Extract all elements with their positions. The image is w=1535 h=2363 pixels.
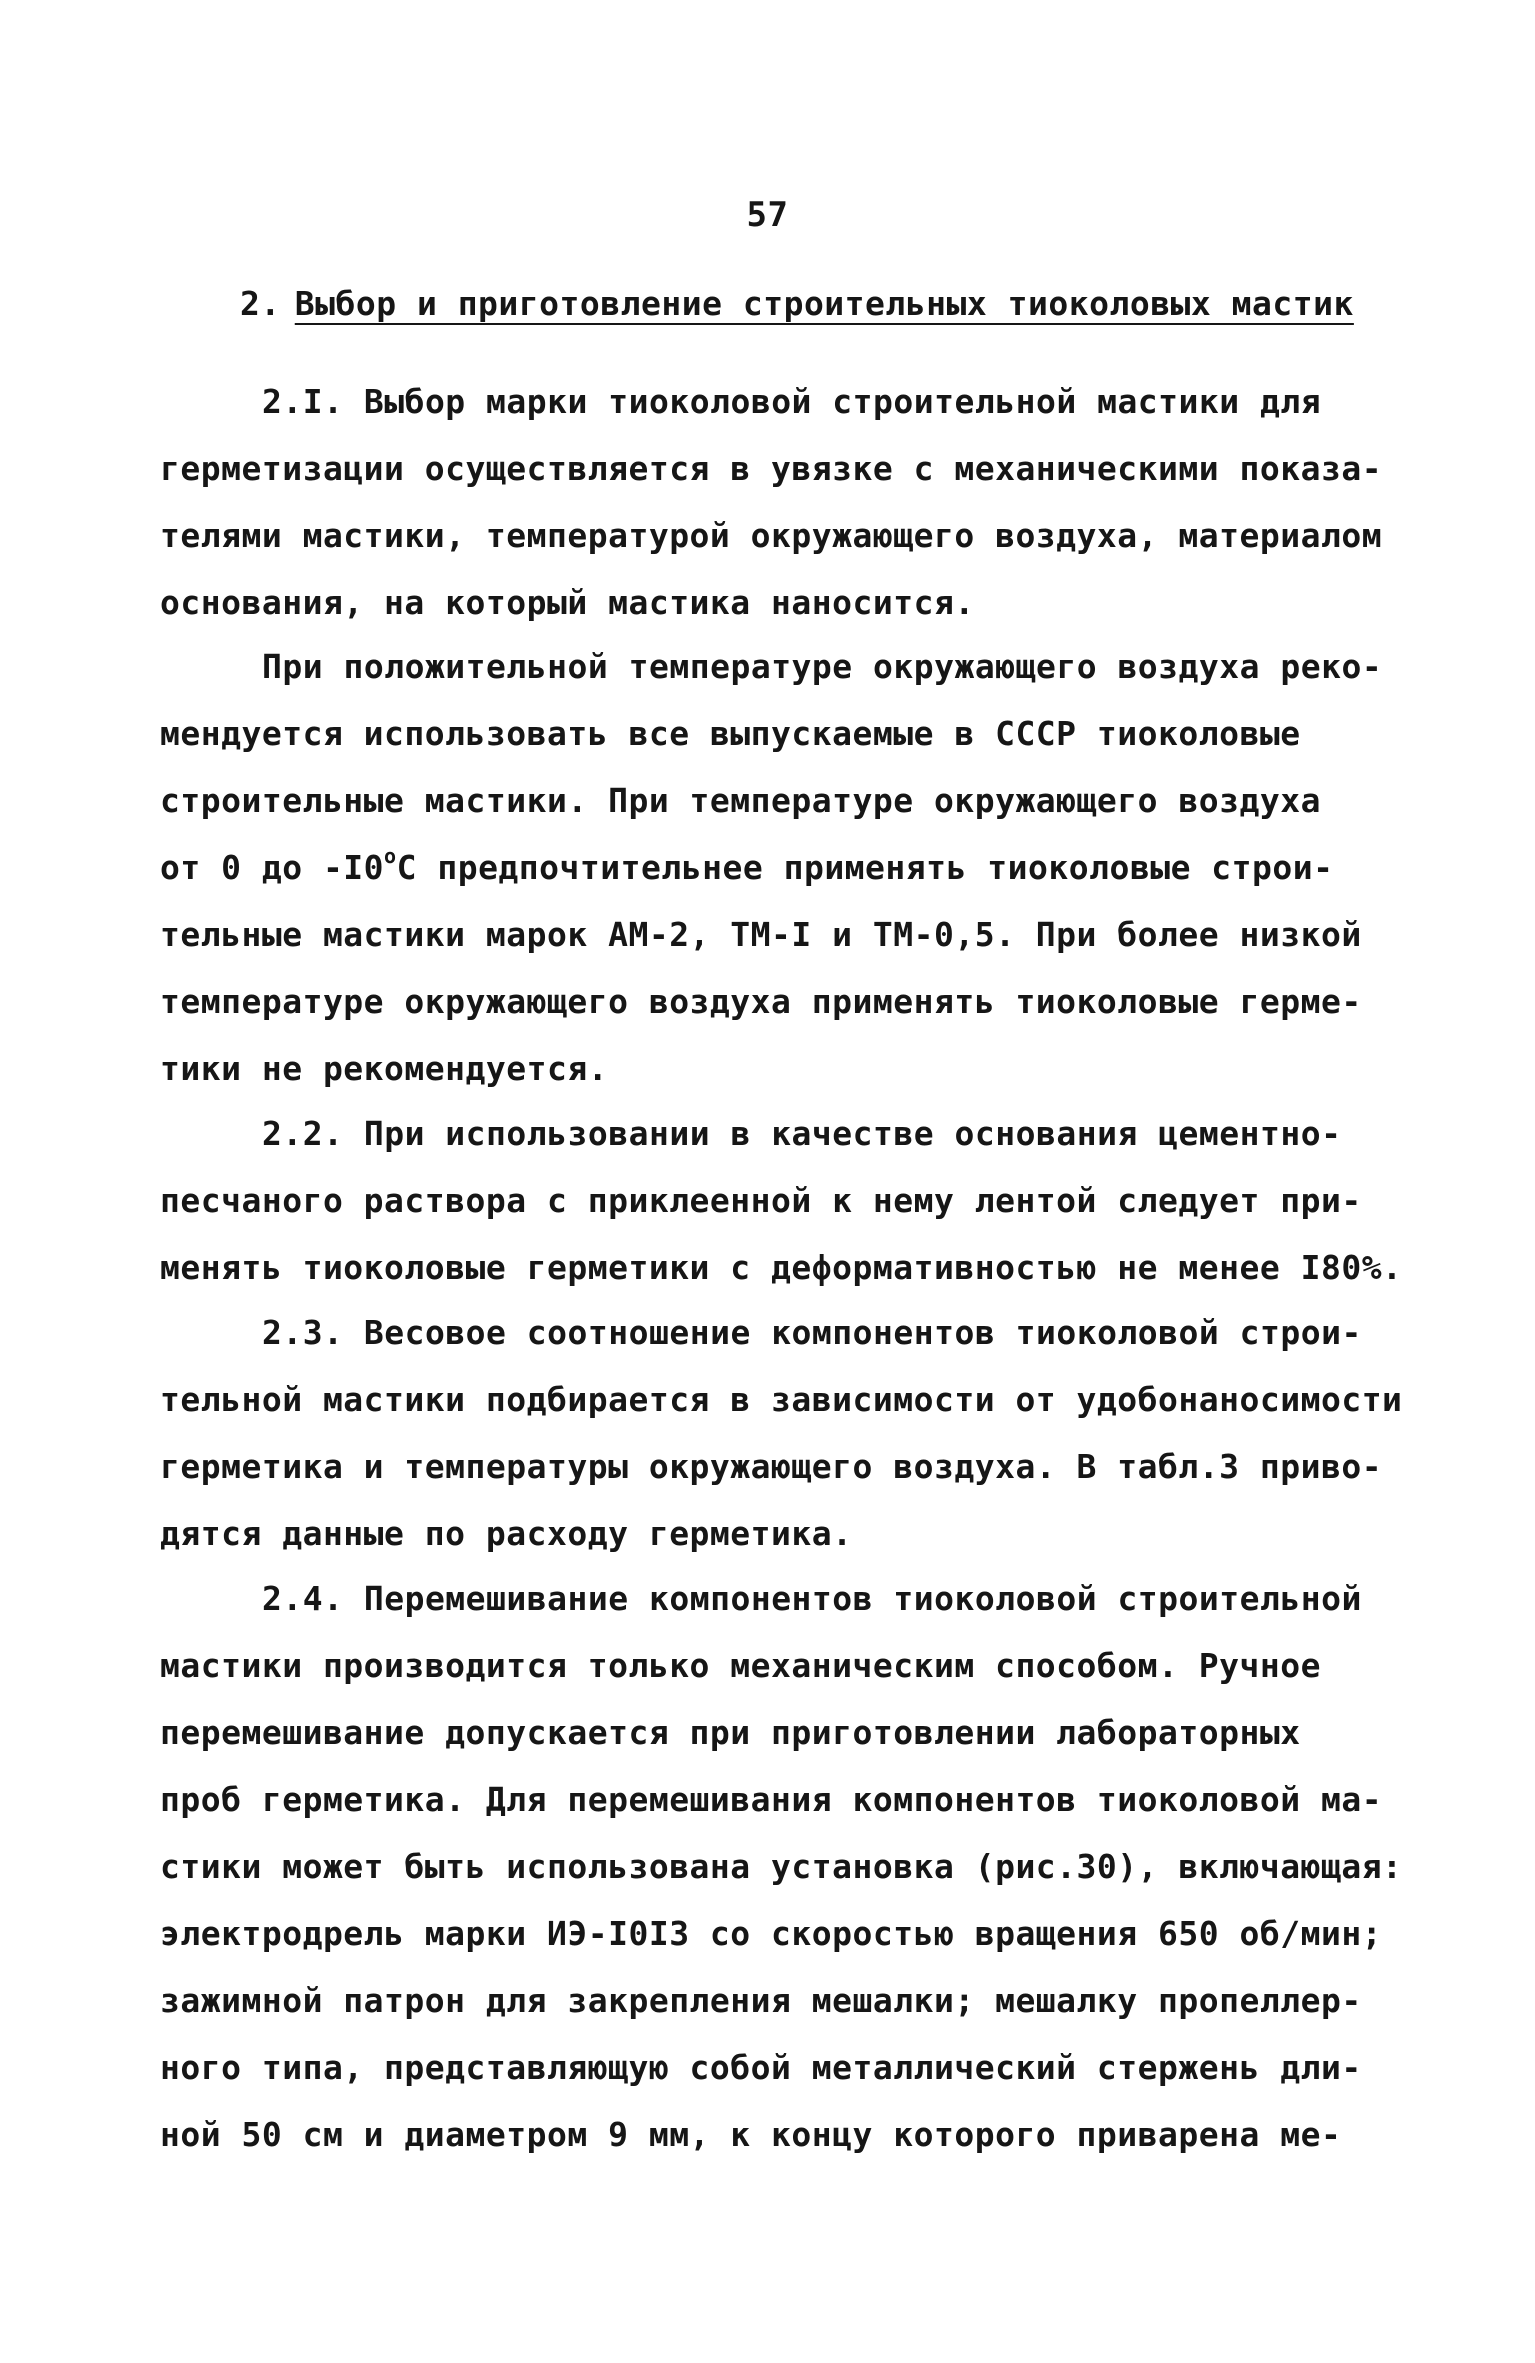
paragraph-line: мендуется использовать все выпускаемые в СССР тиоколовые	[160, 714, 1301, 753]
paragraph-line: стики может быть использована установка (рис.30), включающая:	[160, 1847, 1403, 1886]
paragraph-line: дятся данные по расходу герметика.	[160, 1514, 853, 1553]
paragraph-line: температуре окружающего воздуха применять тиоколовые герме-	[160, 982, 1362, 1021]
paragraph-line: 2.4. Перемешивание компонентов тиоколовой строительной	[262, 1579, 1362, 1618]
paragraph-line: электродрель марки ИЭ-I0I3 со скоростью вращения 650 об/мин;	[160, 1914, 1383, 1953]
paragraph-line-with-degree: от 0 до $-I0^оС$ предпочтительнее применять тиоколовые строи-	[160, 844, 1334, 887]
paragraph-line: проб герметика. Для перемешивания компонентов тиоколовой ма-	[160, 1780, 1383, 1819]
paragraph-line: строительные мастики. При температуре окружающего воздуха	[160, 781, 1321, 820]
paragraph-line: ной 50 см и диаметром 9 мм, к концу которого приварена ме-	[160, 2115, 1342, 2154]
paragraph-line: При положительной температуре окружающего воздуха реко-	[262, 647, 1383, 686]
paragraph-line: тельной мастики подбирается в зависимости от удобонаносимости	[160, 1380, 1403, 1419]
paragraph-line: менять тиоколовые герметики с деформативностью не менее I80%.	[160, 1248, 1403, 1287]
section-number: 2.	[240, 284, 281, 323]
paragraph-line: тики не рекомендуется.	[160, 1049, 609, 1088]
paragraph-line: 2.3. Весовое соотношение компонентов тиоколовой строи-	[262, 1313, 1362, 1352]
paragraph-line: перемешивание допускается при приготовлении лабораторных	[160, 1713, 1301, 1752]
degree-superscript: о	[384, 844, 397, 868]
paragraph-line: 2.I. Выбор марки тиоколовой строительной мастики для	[262, 382, 1322, 421]
paragraph-line: герметика и температуры окружающего воздуха. В табл.3 приво-	[160, 1447, 1383, 1486]
paragraph-line: ного типа, представляющую собой металлический стержень дли-	[160, 2048, 1362, 2087]
paragraph-line: песчаного раствора с приклеенной к нему лентой следует при-	[160, 1181, 1362, 1220]
paragraph-line: зажимной патрон для закрепления мешалки; мешалку пропеллер-	[160, 1981, 1362, 2020]
paragraph-line: мастики производится только механическим способом. Ручное	[160, 1646, 1321, 1685]
paragraph-line: основания, на который мастика наносится.	[160, 583, 975, 622]
paragraph-line: герметизации осуществляется в увязке с механическими показа-	[160, 449, 1383, 488]
paragraph-line: тельные мастики марок АМ-2, ТМ-I и ТМ-0,5. При более низкой	[160, 915, 1362, 954]
paragraph-line: телями мастики, температурой окружающего воздуха, материалом	[160, 516, 1383, 555]
section-heading	[240, 280, 1410, 328]
paragraph-line: 2.2. При использовании в качестве основания цементно-	[262, 1114, 1342, 1153]
page-number: 57	[746, 195, 789, 235]
section-title: Выбор и приготовление строительных тиоколовых мастик	[294, 284, 1354, 323]
